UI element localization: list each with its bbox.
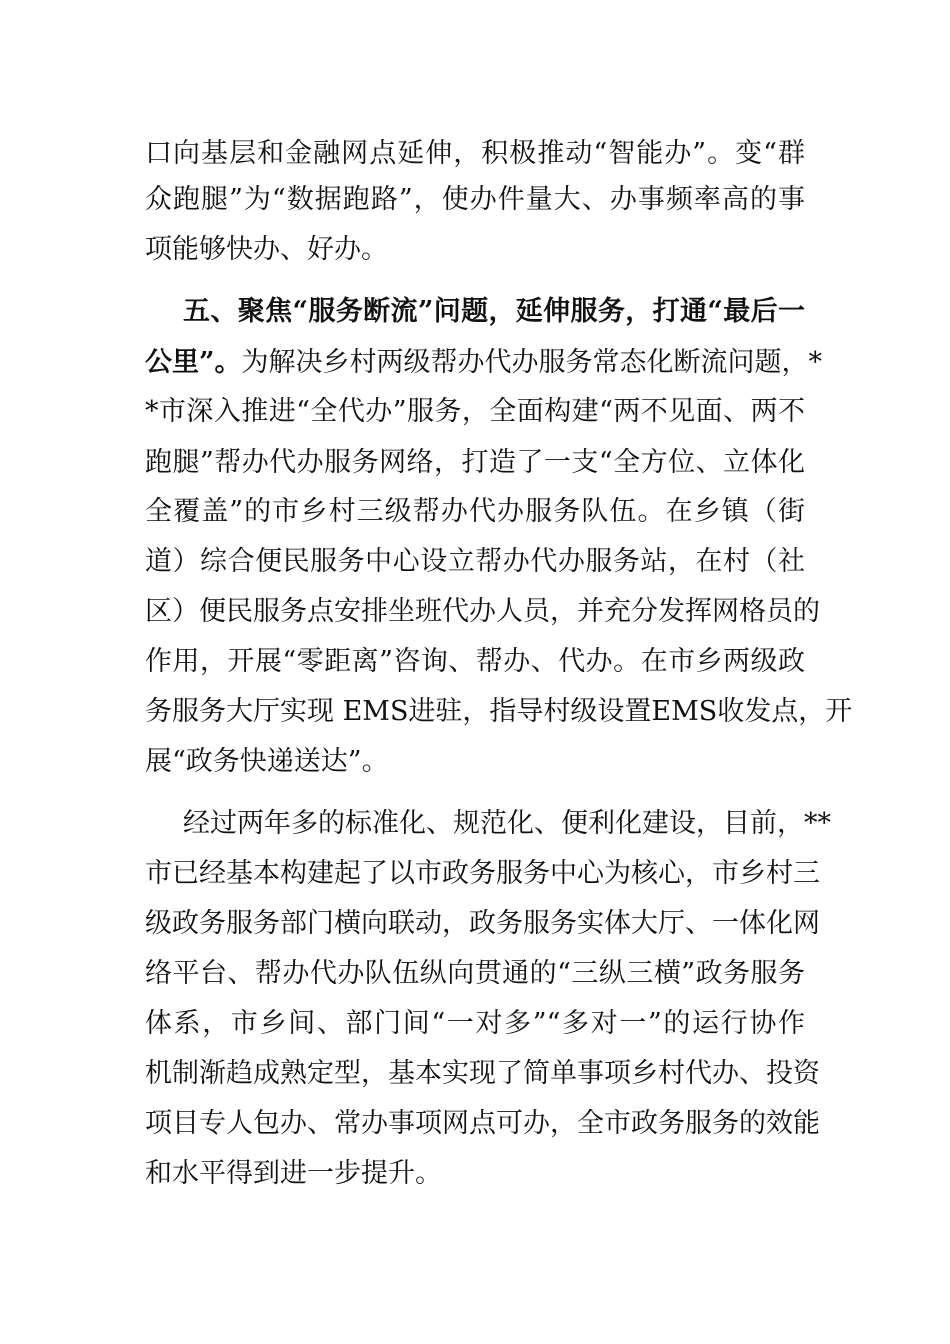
text-line: 务服务大厅实现 EMS进驻，指导村级设置EMS收发点，开 bbox=[145, 696, 853, 727]
text-line: 全覆盖”的市乡村三级帮办代办服务队伍。在乡镇（街 bbox=[145, 496, 805, 527]
text-line: 项能够快办、好办。 bbox=[145, 234, 388, 265]
text-line: 经过两年多的标准化、规范化、便利化建设，目前，** bbox=[183, 808, 831, 839]
text-line: 跑腿”帮办代办服务网络，打造了一支“全方位、立体化 bbox=[145, 447, 805, 478]
section-heading: 五、聚焦“服务断流”问题，延伸服务，打通“最后一 bbox=[183, 296, 805, 327]
text-line: 众跑腿”为“数据跑路”，使办件量大、办事频率高的事 bbox=[145, 184, 805, 215]
text-line: *市深入推进“全代办”服务，全面构建“两不见面、两不 bbox=[145, 396, 805, 427]
text-line: 和水平得到进一步提升。 bbox=[145, 1158, 442, 1189]
text-line: 道）综合便民服务中心设立帮办代办服务站，在村（社 bbox=[145, 546, 805, 577]
text-line: 络平台、帮办代办队伍纵向贯通的“三纵三横”政务服务 bbox=[145, 958, 805, 989]
text-line: 区）便民服务点安排坐班代办人员，并充分发挥网格员的 bbox=[145, 596, 820, 627]
section-heading-end: 公里”。 bbox=[145, 347, 242, 378]
text-line: 口向基层和金融网点延伸，积极推动“智能办”。变“群 bbox=[145, 138, 805, 169]
text-line: 项目专人包办、常办事项网点可办，全市政务服务的效能 bbox=[145, 1108, 820, 1139]
text-line: 市已经基本构建起了以市政务服务中心为核心，市乡村三 bbox=[145, 858, 820, 889]
text-line: 体系，市乡间、部门间“一对多”“多对一”的运行协作 bbox=[145, 1008, 805, 1039]
text-line: 级政务服务部门横向联动，政务服务实体大厅、一体化网 bbox=[145, 908, 820, 939]
text-line: 机制渐趋成熟定型，基本实现了简单事项乡村代办、投资 bbox=[145, 1058, 820, 1089]
text-line bbox=[145, 343, 823, 383]
text-line: 展“政务快递送达”。 bbox=[145, 746, 389, 777]
text-run: 为解决乡村两级帮办代办服务常态化断流问题，* bbox=[241, 347, 823, 378]
text-line: 作用，开展“零距离”咨询、帮办、代办。在市乡两级政 bbox=[145, 646, 805, 677]
